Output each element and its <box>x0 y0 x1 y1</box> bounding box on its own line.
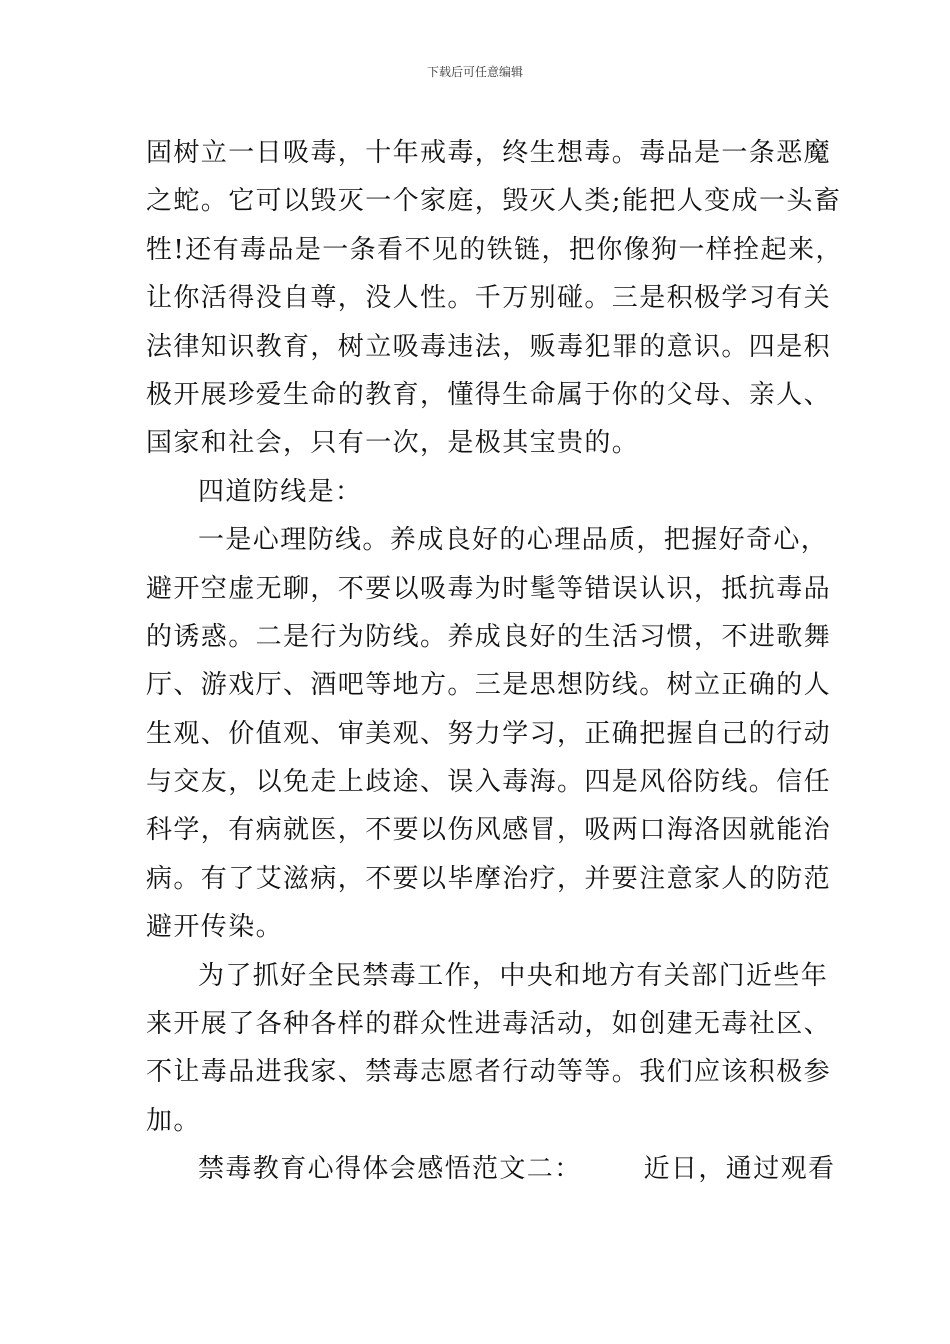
text-line: 之蛇。它可以毁灭一个家庭，毁灭人类;能把人变成一头畜 <box>146 186 842 217</box>
text-line: 与交友，以免走上歧途、误入毒海。四是风俗防线。信任 <box>146 767 832 798</box>
paragraph <box>146 129 843 468</box>
text-line: 来开展了各种各样的群众性进毒活动，如创建无毒社区、 <box>146 1009 832 1040</box>
section-opening-text: 近日，通过观看 <box>643 1154 836 1185</box>
text-line: 加。 <box>146 1105 201 1136</box>
text-line: 固树立一日吸毒，十年戒毒，终生想毒。毒品是一条恶魔 <box>146 138 832 168</box>
text-line: 极开展珍爱生命的教育，懂得生命属于你的父母、亲人、 <box>146 379 832 410</box>
text-line: 病。有了艾滋病，不要以毕摩治疗，并要注意家人的防范 <box>146 863 832 894</box>
paragraph <box>146 516 832 952</box>
text-line: 一是心理防线。养成良好的心理品质，把握好奇心， <box>198 525 829 556</box>
final-line <box>146 1145 836 1193</box>
paragraph <box>146 952 832 1146</box>
text-line: 牲!还有毒品是一条看不见的铁链，把你像狗一样拴起来， <box>146 234 843 265</box>
section-title: 禁毒教育心得体会感悟范文二： <box>198 1154 582 1185</box>
text-line: 不让毒品进我家、禁毒志愿者行动等等。我们应该积极参 <box>146 1057 832 1088</box>
page-header: 下载后可任意编辑 <box>426 65 523 79</box>
text-line: 四道防线是： <box>198 476 363 507</box>
text-line: 让你活得没自尊，没人性。千万别碰。三是积极学习有关 <box>146 283 832 314</box>
text-line: 厅、游戏厅、酒吧等地方。三是思想防线。树立正确的人 <box>146 670 832 701</box>
document-body <box>146 129 843 1194</box>
text-line: 科学，有病就医，不要以伤风感冒，吸两口海洛因就能治 <box>146 815 832 846</box>
text-line: 避开空虚无聊，不要以吸毒为时髦等错误认识，抵抗毒品 <box>146 573 832 604</box>
text-line: 国家和社会，只有一次，是极其宝贵的。 <box>146 428 640 459</box>
text-line: 为了抓好全民禁毒工作，中央和地方有关部门近些年 <box>198 960 829 991</box>
text-line: 的诱惑。二是行为防线。养成良好的生活习惯，不进歌舞 <box>146 621 832 652</box>
paragraph-list <box>146 129 843 1145</box>
text-line: 生观、价值观、审美观、努力学习，正确把握自己的行动 <box>146 718 832 749</box>
text-line: 法律知识教育，树立吸毒违法，贩毒犯罪的意识。四是积 <box>146 331 832 362</box>
text-line: 避开传染。 <box>146 912 284 943</box>
paragraph <box>146 468 806 516</box>
